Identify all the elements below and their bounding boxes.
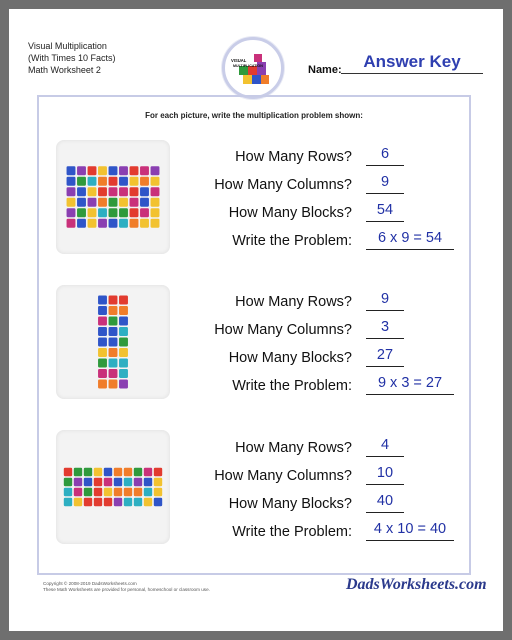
answer-key-text: Answer Key [363,52,461,71]
block-cube [114,478,122,486]
block-cube [119,177,128,186]
block-cube [124,478,132,486]
columns-answer-line-2 [366,338,404,339]
block-cube [84,498,92,506]
visual-multiplication-logo [222,37,284,99]
block-cube [88,219,97,228]
problem-answer-line-2 [366,394,454,395]
block-cube [124,498,132,506]
block-cube [98,359,107,368]
block-cube [104,498,112,506]
blocks-question-2: How Many Blocks? [228,350,352,366]
block-cube [64,478,72,486]
name-label: Name: [308,64,342,76]
rows-answer-line-3 [366,456,404,457]
name-field-line [341,73,483,74]
problem-question-3: Write the Problem: [232,524,352,540]
block-cube [104,488,112,496]
block-cube [119,208,128,217]
block-cube [98,166,107,175]
block-cube [98,198,107,207]
block-cube [124,488,132,496]
rows-answer-3: 4 [380,437,390,453]
block-cube [119,338,128,347]
block-cube [114,498,122,506]
block-cube [119,380,128,389]
block-cube [119,369,128,378]
block-cube [134,488,142,496]
block-cube [94,498,102,506]
footer-copyright [43,581,210,593]
block-cube [77,177,86,186]
problem-question-2: Write the Problem: [232,378,352,394]
block-cube [67,187,76,196]
block-cube [109,177,118,186]
block-cube [74,468,82,476]
block-cube [109,369,118,378]
columns-question-3: How Many Columns? [214,468,352,484]
block-cube [98,306,107,315]
block-cube [98,348,107,357]
block-cube [67,198,76,207]
blocks-answer-line-3 [366,512,404,513]
block-cube [84,468,92,476]
block-cube [154,488,162,496]
block-cube [134,498,142,506]
block-cube [109,359,118,368]
block-cube [77,219,86,228]
block-cube [109,166,118,175]
title-line-1: Visual Multiplication [28,41,107,51]
block-cube [88,187,97,196]
columns-answer-3: 10 [376,465,394,481]
block-cube [134,478,142,486]
logo-text-1: VISUAL [231,58,247,63]
block-cube [119,306,128,315]
block-cube [84,478,92,486]
block-cube [98,369,107,378]
blocks-answer-line-1 [366,221,404,222]
block-cube [88,166,97,175]
block-cube [104,478,112,486]
block-cube [109,317,118,326]
block-cube [140,177,149,186]
block-cube [94,478,102,486]
block-cube [109,219,118,228]
block-cube [84,488,92,496]
block-cube [98,317,107,326]
block-cube [119,187,128,196]
block-cube [140,198,149,207]
block-cube [109,198,118,207]
block-cube [94,468,102,476]
rows-question-3: How Many Rows? [235,440,352,456]
block-cube [109,380,118,389]
block-cube [64,488,72,496]
problem-answer-line-3 [366,540,454,541]
problem-answer-3: 4 x 10 = 40 [373,521,447,537]
block-cube [98,208,107,217]
block-cube [144,468,152,476]
blocks-answer-line-2 [366,366,404,367]
block-cube [114,488,122,496]
block-cube [64,468,72,476]
block-cube [130,166,139,175]
block-cube [98,177,107,186]
rows-answer-line-1 [366,165,404,166]
block-cube [67,208,76,217]
block-cube [98,338,107,347]
block-cube [130,208,139,217]
block-cube [74,478,82,486]
columns-answer-line-3 [366,484,404,485]
block-cube [109,306,118,315]
rows-question-1: How Many Rows? [235,149,352,165]
block-cube [74,498,82,506]
block-cube [144,488,152,496]
block-cube [144,498,152,506]
rows-answer-line-2 [366,310,404,311]
block-cube [130,198,139,207]
block-cube [77,166,86,175]
block-cube [94,488,102,496]
rows-answer-2: 9 [380,291,390,307]
block-cube [74,488,82,496]
block-cube [109,338,118,347]
block-cube [140,219,149,228]
block-cube [119,317,128,326]
block-cube [119,219,128,228]
blocks-answer-2: 27 [376,347,394,363]
problem-question-1: Write the Problem: [232,233,352,249]
columns-question-1: How Many Columns? [214,177,352,193]
block-cube [130,177,139,186]
block-cube [64,498,72,506]
block-cube [98,380,107,389]
block-cube [104,468,112,476]
block-cube [151,166,160,175]
block-cube [109,187,118,196]
block-cube [88,177,97,186]
blocks-answer-3: 40 [376,493,394,509]
block-cube [124,468,132,476]
instruction-text: For each picture, write the multiplication problem shown: [145,111,363,120]
usage-text: These Math Worksheets are provided for personal, homeschool or classroom use. [43,587,210,592]
dadsworksheets-logo[interactable]: DadsWorksheets.com [346,576,487,593]
columns-answer-line-1 [366,193,404,194]
rows-answer-1: 6 [380,146,390,162]
columns-question-2: How Many Columns? [214,322,352,338]
block-cube [77,187,86,196]
logo-cubes-graphic [225,40,281,96]
columns-answer-1: 9 [380,174,390,190]
problem-answer-2: 9 x 3 = 27 [377,375,443,391]
block-cube [119,166,128,175]
block-cube [140,166,149,175]
block-cube [130,187,139,196]
block-cube [119,198,128,207]
problem-answer-1: 6 x 9 = 54 [377,230,443,246]
columns-answer-2: 3 [380,319,390,335]
block-cube [119,359,128,368]
block-cube [119,327,128,336]
block-cube [67,219,76,228]
block-cube [119,296,128,305]
block-cube [109,327,118,336]
block-cube [77,208,86,217]
problem-answer-line-1 [366,249,454,250]
blocks-answer-1: 54 [376,202,394,218]
block-cube [88,198,97,207]
block-cube [140,187,149,196]
block-cube [109,208,118,217]
block-cube [98,327,107,336]
logo-text-2: MULTIPLICATION [233,64,263,68]
worksheet-title [28,40,116,76]
block-cube [98,219,107,228]
block-cube [67,166,76,175]
block-cube [114,468,122,476]
title-line-2: (With Times 10 Facts) [28,53,116,63]
block-cube [109,348,118,357]
block-cube [88,208,97,217]
block-cube [98,296,107,305]
rows-question-2: How Many Rows? [235,294,352,310]
block-cube [119,348,128,357]
block-cube [98,187,107,196]
blocks-question-3: How Many Blocks? [228,496,352,512]
block-cube [130,219,139,228]
block-cube [109,296,118,305]
block-cube [77,198,86,207]
title-line-3: Math Worksheet 2 [28,65,101,75]
block-cube [140,208,149,217]
copyright-text: Copyright © 2008-2019 DadsWorksheets.com [43,581,137,586]
block-cube [144,478,152,486]
block-cube [67,177,76,186]
block-cube [134,468,142,476]
blocks-question-1: How Many Blocks? [228,205,352,221]
